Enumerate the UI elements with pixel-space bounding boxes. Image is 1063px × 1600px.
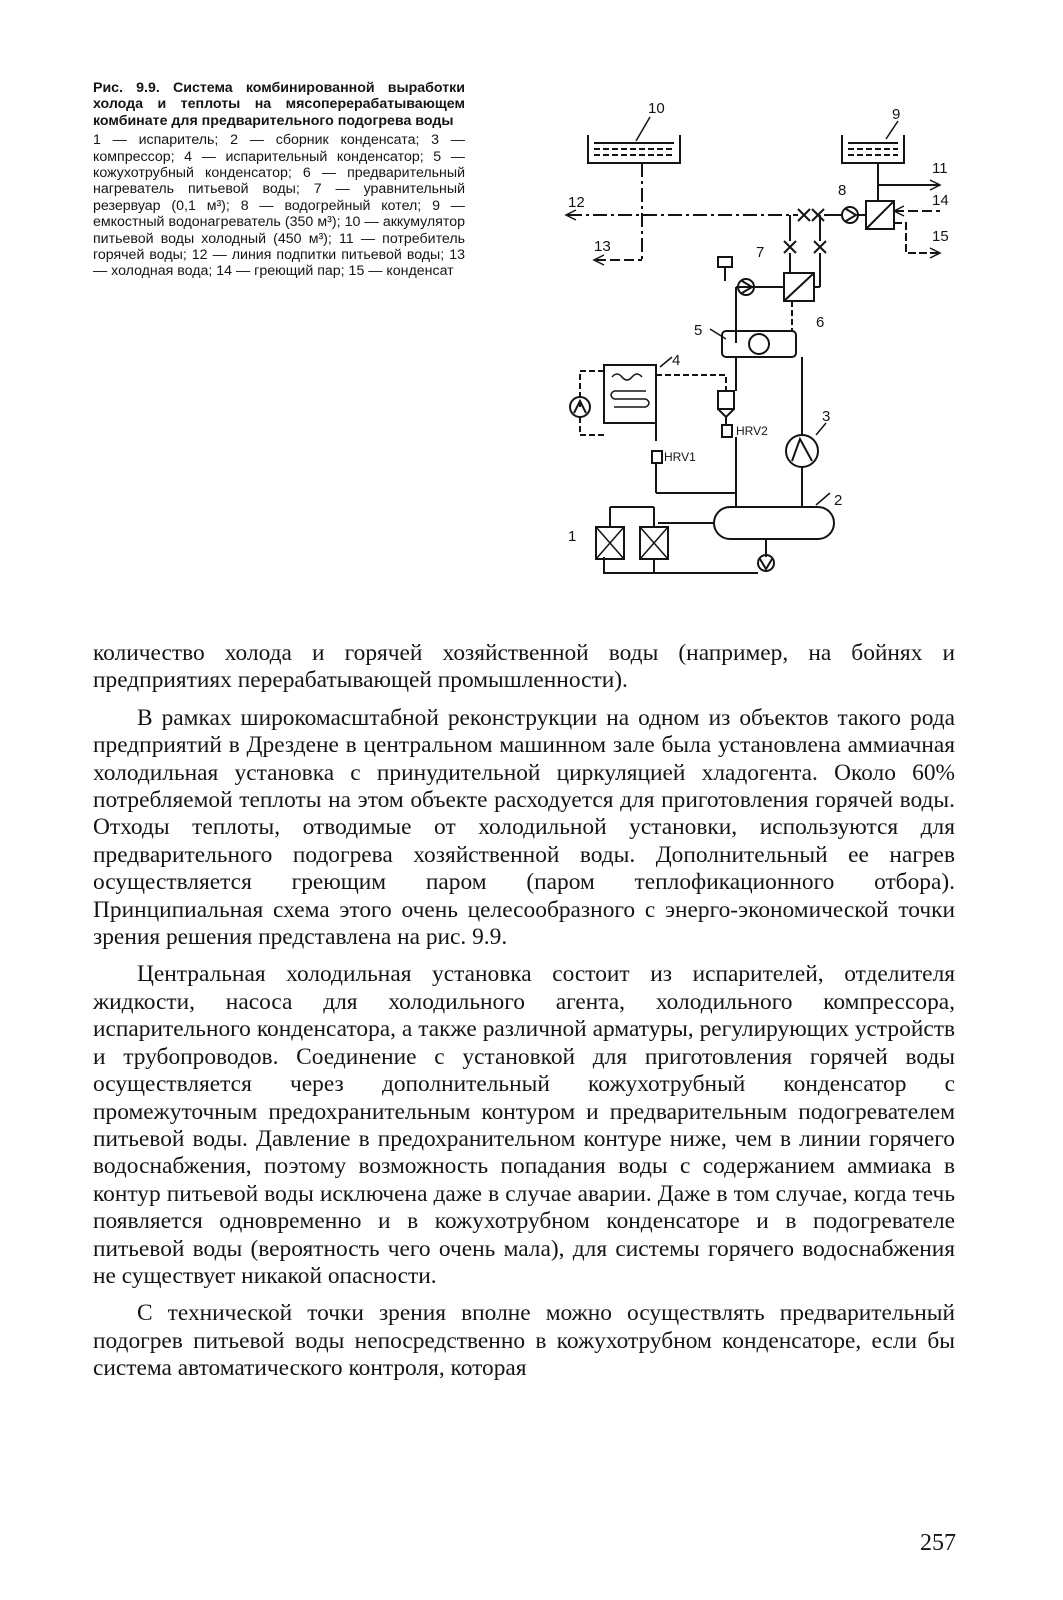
label-9: 9 (892, 106, 901, 123)
boiler-8 (798, 163, 894, 229)
paragraph-2: В рамках широкомасштабной реконструкции на одном из объектов такого рода предприятий в Дрездене в центральном машинном зале была установлена аммиачная холодильная установка с принудительной циркуляцией хладогента. Около 60% потребляемой теплоты на этом объекте расходуется для приготовления горячей воды. Отходы теплоты, отводимые от холодильной установки, используются для предварительного подогрева хозяйственной воды. Дополнительный ее нагрев осуществляется греющим паром (паром теплофикационного отбора). Принципиальная схема этого очень целесообразного с энерго-экономической точки зрения решения представлена на рис. 9.9. (93, 704, 955, 951)
label-6: 6 (816, 314, 825, 331)
outlets (878, 160, 949, 258)
caption-title: Рис. 9.9. Система комбинированной выработки холода и теплоты на мясоперерабатывающем комбинате для предварительного подогрева воды (93, 80, 465, 129)
caption-legend: 1 — испаритель; 2 — сборник конденсата; 3 — компрессор; 4 — испарительный конденсатор; 5 — кожухотрубный конденсатор; 6 — предварительный нагреватель питьевой воды; 7 — уравнительный резервуар (0,1 м³); 8 — водогрейный котел; 9 — емкостный водонагреватель (350 м³); 10 — аккумулятор питьевой воды холодный (450 м³); 11 — потребитель горячей воды; 12 — линия подпитки питьевой воды; 13 — холодная вода; 14 — греющий пар; 15 — конденсат (93, 132, 465, 280)
paragraph-3: Центральная холодильная установка состоит из испарителей, отделителя жидкости, насоса для холодильного агента, холодильного компрессора, испарительного конденсатора, а также различной арматуры, регулирующих устройств и трубопроводов. Соединение с установкой для приготовления горячей воды осуществляется через дополнительный кожухотрубный конденсатор с промежуточным предохранительным контуром и предварительным подогревателем питьевой воды. Давление в предохранительном контуре ниже, чем в линии горячего водоснабжения, поэтому возможность попадания воды с содержанием аммиака в контур питьевой воды исключена даже в случае аварии. Даже в том случае, когда течь появляется одновременно и в кожухотрубном конденсаторе и в подогревателе питьевой воды (вероятность чего очень мала), для системы горячего водоснабжения не существует никакой опасности. (93, 961, 955, 1289)
label-7: 7 (756, 244, 765, 261)
system-diagram (560, 95, 960, 585)
label-8: 8 (838, 182, 847, 199)
condenser-5 (694, 301, 796, 357)
label-13: 13 (594, 238, 611, 255)
label-hrv2: HRV2 (736, 424, 768, 438)
accumulator-10 (588, 100, 680, 163)
hrv1-valve (652, 423, 736, 493)
preheater-6 (784, 215, 826, 331)
paragraph-4: С технической точки зрения вполне можно осуществлять предварительный подогрев питьевой воды непосредственно в кожухотрубном конденсаторе, если бы система автоматического контроля, которая (93, 1300, 955, 1382)
label-hrv1: HRV1 (664, 450, 696, 464)
paragraph-1: количество холода и горячей хозяйственной воды (например, на бойнях и предприятиях перерабатывающей промышленности). (93, 640, 955, 694)
evap-condenser-4 (570, 352, 726, 435)
label-5: 5 (694, 322, 703, 339)
label-3: 3 (822, 408, 831, 425)
page-number: 257 (920, 1530, 956, 1556)
label-12: 12 (568, 194, 585, 211)
label-14: 14 (932, 192, 949, 209)
label-4: 4 (672, 352, 681, 369)
compressor-3 (786, 357, 830, 507)
label-2: 2 (834, 492, 843, 509)
tank-7 (718, 244, 784, 343)
label-11: 11 (932, 160, 948, 177)
body-text (93, 640, 955, 1383)
figure-caption (93, 80, 465, 280)
label-10: 10 (648, 100, 665, 117)
water-heater-9 (842, 106, 904, 163)
label-15: 15 (932, 228, 949, 245)
label-1: 1 (568, 528, 577, 545)
evaporators-1 (568, 507, 668, 573)
